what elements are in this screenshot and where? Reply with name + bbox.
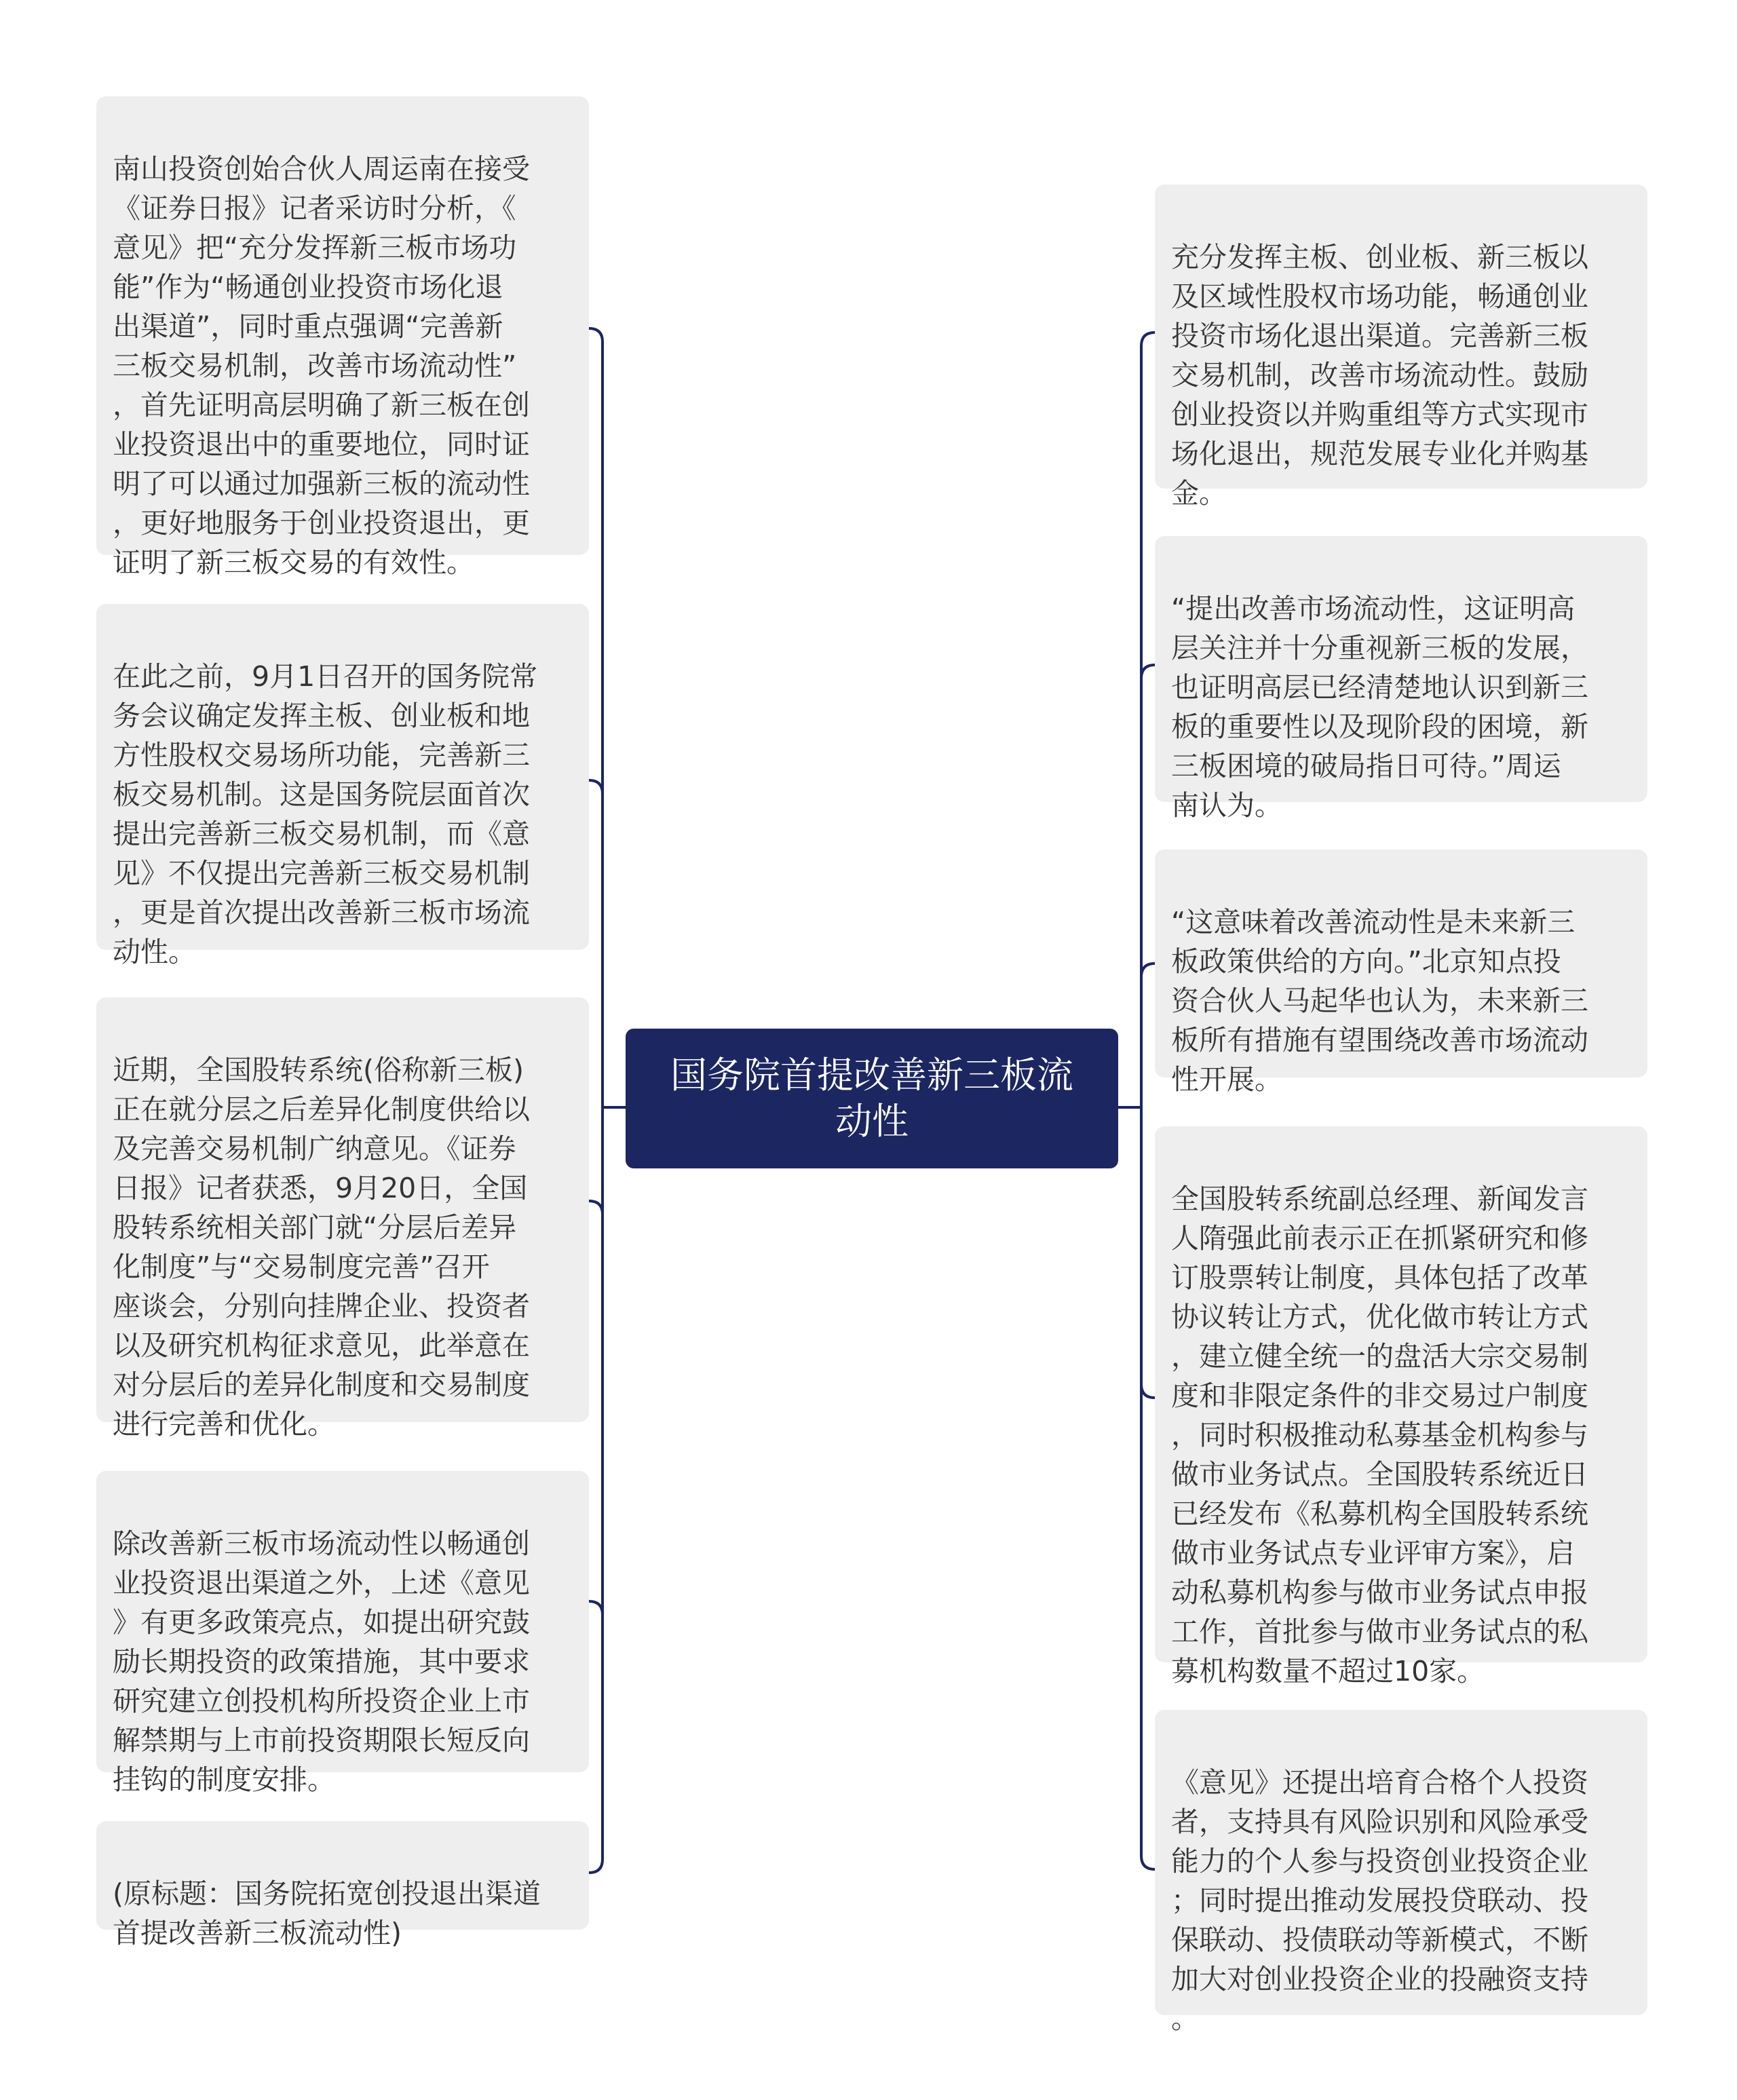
left-node-3-text: 近期，全国股转系统(俗称新三板) 正在就分层之后差异化制度供给以 及完善交易机制广纳意见。《证券 日报》记者获悉，9月20日，全国 股转系统相关部门就“分层后差异 化制度”与“交易制度完善”召开 座谈会，分别向挂牌企业、投资者 以及研究机构征求意见，此举意在 对分层后的差异化制度和交易制度 进行完善和优化。	[113, 1054, 530, 1440]
left-branch-1	[589, 328, 603, 342]
right-branch-3	[1141, 963, 1155, 977]
right-node-3[interactable]	[1155, 849, 1647, 1096]
left-branch-4	[589, 1601, 603, 1615]
right-node-1-text: 充分发挥主板、创业板、新三板以 及区域性股权市场功能，畅通创业 投资市场化退出渠道。完善新三板 交易机制，改善市场流动性。鼓励 创业投资以并购重组等方式实现市 场化退出，规范发展专业化并购基 金。	[1171, 241, 1588, 510]
left-node-3[interactable]	[96, 997, 589, 1440]
central-topic-title: 国务院首提改善新三板流 动性	[670, 1054, 1073, 1143]
right-node-3-text: “这意味着改善流动性是未来新三 板政策供给的方向。”北京知点投 资合伙人马起华也认为，未来新三 板所有措施有望围绕改善市场流动 性开展。	[1171, 906, 1588, 1096]
left-branch-2	[589, 780, 603, 794]
left-node-5-text: (原标题：国务院拓宽创投退出渠道 首提改善新三板流动性)	[113, 1877, 541, 1949]
left-branch-3	[589, 1201, 603, 1215]
left-node-2[interactable]	[96, 604, 589, 968]
left-node-4-text: 除改善新三板市场流动性以畅通创 业投资退出渠道之外，上述《意见 》有更多政策亮点，如提出研究鼓 励长期投资的政策措施，其中要求 研究建立创投机构所投资企业上市 解禁期与上市前投资期限长短反向 挂钩的制度安排。	[113, 1527, 530, 1796]
right-node-5-text: 《意见》还提出培育合格个人投资 者，支持具有风险识别和风险承受 能力的个人参与投资创业投资企业 ；同时提出推动发展投贷联动、投 保联动、投债联动等新模式，不断 加大对创业投资企业的投融资支持 。	[1171, 1766, 1588, 2035]
right-node-5[interactable]	[1155, 1710, 1647, 2035]
left-node-2-text: 在此之前，9月1日召开的国务院常 务会议确定发挥主板、创业板和地 方性股权交易场所功能，完善新三 板交易机制。这是国务院层面首次 提出完善新三板交易机制，而《意 见》不仅提出完善新三板交易机制 ，更是首次提出改善新三板市场流 动性。	[113, 660, 538, 968]
right-node-1[interactable]	[1155, 185, 1647, 510]
left-node-1-text: 南山投资创始合伙人周运南在接受 《证券日报》记者采访时分析，《 意见》把“充分发挥新三板市场功 能”作为“畅通创业投资市场化退 出渠道”，同时重点强调“完善新 三板交易机制，改善市场流动性” ，首先证明高层明确了新三板在创 业投资退出中的重要地位，同时证 明了可以通过加强新三板的流动性 ，更好地服务于创业投资退出，更 证明了新三板交易的有效性。	[113, 153, 530, 579]
left-branch-5	[589, 1859, 603, 1873]
right-node-4[interactable]	[1155, 1126, 1647, 1687]
left-node-5[interactable]	[96, 1821, 589, 1949]
central-topic[interactable]	[626, 1029, 1118, 1168]
right-branch-5	[1141, 1856, 1155, 1869]
right-node-2[interactable]	[1155, 536, 1647, 822]
right-node-2-text: “提出改善市场流动性，这证明高 层关注并十分重视新三板的发展， 也证明高层已经清楚地认识到新三 板的重要性以及现阶段的困境，新 三板困境的破局指日可待。”周运 南认为。	[1171, 592, 1588, 822]
right-branch-4	[1141, 1384, 1155, 1398]
right-node-4-text: 全国股转系统副总经理、新闻发言 人隋强此前表示正在抓紧研究和修 订股票转让制度，具体包括了改革 协议转让方式，优化做市转让方式 ，建立健全统一的盘活大宗交易制 度和非限定条件的非交易过户制度 ，同时积极推动私募基金机构参与 做市业务试点。全国股转系统近日 已经发布《私募机构全国股转系统 做市业务试点专业评审方案》，启 动私募机构参与做市业务试点申报 工作，首批参与做市业务试点的私 募机构数量不超过10家。	[1171, 1183, 1588, 1687]
left-node-1[interactable]	[96, 96, 589, 579]
left-node-4[interactable]	[96, 1471, 589, 1796]
right-branch-2	[1141, 665, 1155, 679]
right-branch-1	[1141, 332, 1155, 346]
